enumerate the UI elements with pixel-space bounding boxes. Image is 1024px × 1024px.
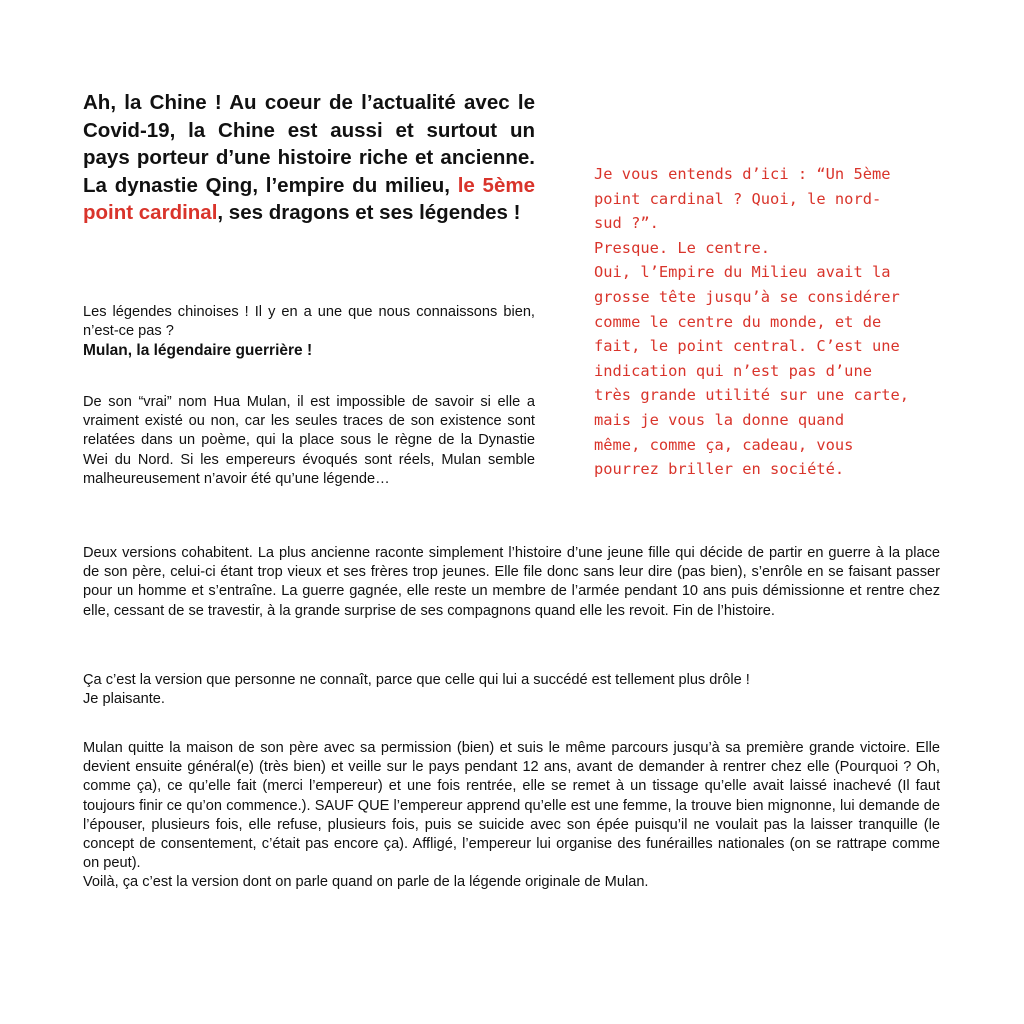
intro-text-end: , ses dragons et ses légendes ! [217, 201, 521, 224]
aside-note [594, 162, 974, 482]
closing-line: Voilà, ça c’est la version dont on parle quand on parle de la légende originale de Mulan. [83, 874, 649, 891]
aside-line: très grande utilité sur une carte, [594, 386, 910, 405]
joke-line: Ça c’est la version que personne ne connaît, parce que celle qui lui a succédé est tellement plus drôle ! [83, 672, 750, 688]
mulan-subtitle: Mulan, la légendaire guerrière ! [83, 342, 313, 360]
intro-text-start: Ah, la Chine ! Au coeur de l’actualité avec le Covid-19, la Chine est aussi et surtout un pays porteur d’une histoire riche et ancienne. La dynastie Qing, l’empire du milieu, [83, 91, 535, 197]
joke-paragraph [83, 671, 940, 709]
aside-line: même, comme ça, cadeau, vous [594, 435, 854, 454]
aside-line: fait, le point central. C’est une [594, 337, 900, 356]
aside-line: Presque. Le centre. [594, 238, 771, 257]
aside-line: mais je vous la donne quand [594, 410, 845, 429]
legends-text: Les légendes chinoises ! Il y en a une que nous connaissons bien, n’est-ce pas ? [83, 304, 535, 340]
aside-line: grosse tête jusqu’à se considérer [594, 287, 900, 306]
aside-line: point cardinal ? Quoi, le nord- [594, 189, 882, 208]
second-version-paragraph [83, 739, 940, 893]
second-version-text: Mulan quitte la maison de son père avec sa permission (bien) et suis le même parcours jusqu’à sa première grande victoire. Elle devient ensuite général(e) (très bien) et veille sur le pays pendant 12 ans, avant de demander à rentrer chez elle (Pourquoi ? Oh, comme ça), ce qu’elle fait (merci l’empereur) et une fois rentrée, elle se remet à un tissage qu’elle avait laissé inachevé (Il faut toujours finir ce qu’on commence.). SAUF QUE l’empereur apprend qu’elle est une femme, la trouve bien mignonne, lui demande de l’épouser, plusieurs fois, elle refuse, plusieurs fois, puis se suicide avec son épée puisqu’il ne voulait pas la laisser tranquille (le concept de consentement, c’était pas encore ça). Affligé, l’empereur lui organise des funérailles nationales (on se rattrape comme on peut). [83, 740, 940, 872]
aside-line: pourrez briller en société. [594, 460, 845, 479]
intro-highlight: le 5ème point cardinal [83, 173, 535, 224]
origin-paragraph: De son “vrai” nom Hua Mulan, il est impossible de savoir si elle a vraiment existé ou non, car les seules traces de son existence sont relatées dans un poème, qui la place sous le règne de la Dynastie Wei du Nord. Si les empereurs évoqués sont réels, Mulan semble malheureusement n’avoir été qu’une légende… [83, 394, 535, 487]
aside-line: sud ?”. [594, 214, 659, 233]
aside-line: Je vous entends d’ici : “Un 5ème [594, 165, 891, 183]
intro-heading [83, 89, 535, 227]
legends-paragraph [83, 303, 535, 362]
aside-line: Oui, l’Empire du Milieu avait la [594, 263, 891, 282]
aside-line: indication qui n’est pas d’une [594, 361, 872, 380]
versions-paragraph: Deux versions cohabitent. La plus ancienne raconte simplement l’histoire d’une jeune fille qui décide de partir en guerre à la place de son père, celui-ci étant trop vieux et ses frères trop jeunes. Elle file donc sans leur dire (pas bien), s’enrôle en se faisant passer pour un homme et s’entraîne. La guerre gagnée, elle reste un membre de l’armée pendant 10 ans puis démissionne et rentre chez elle, cessant de se travestir, à la grande surprise de ses compagnons quand elle les revoit. Fin de l’histoire. [83, 545, 940, 619]
aside-line: comme le centre du monde, et de [594, 312, 882, 331]
joke-line-2: Je plaisante. [83, 691, 165, 708]
